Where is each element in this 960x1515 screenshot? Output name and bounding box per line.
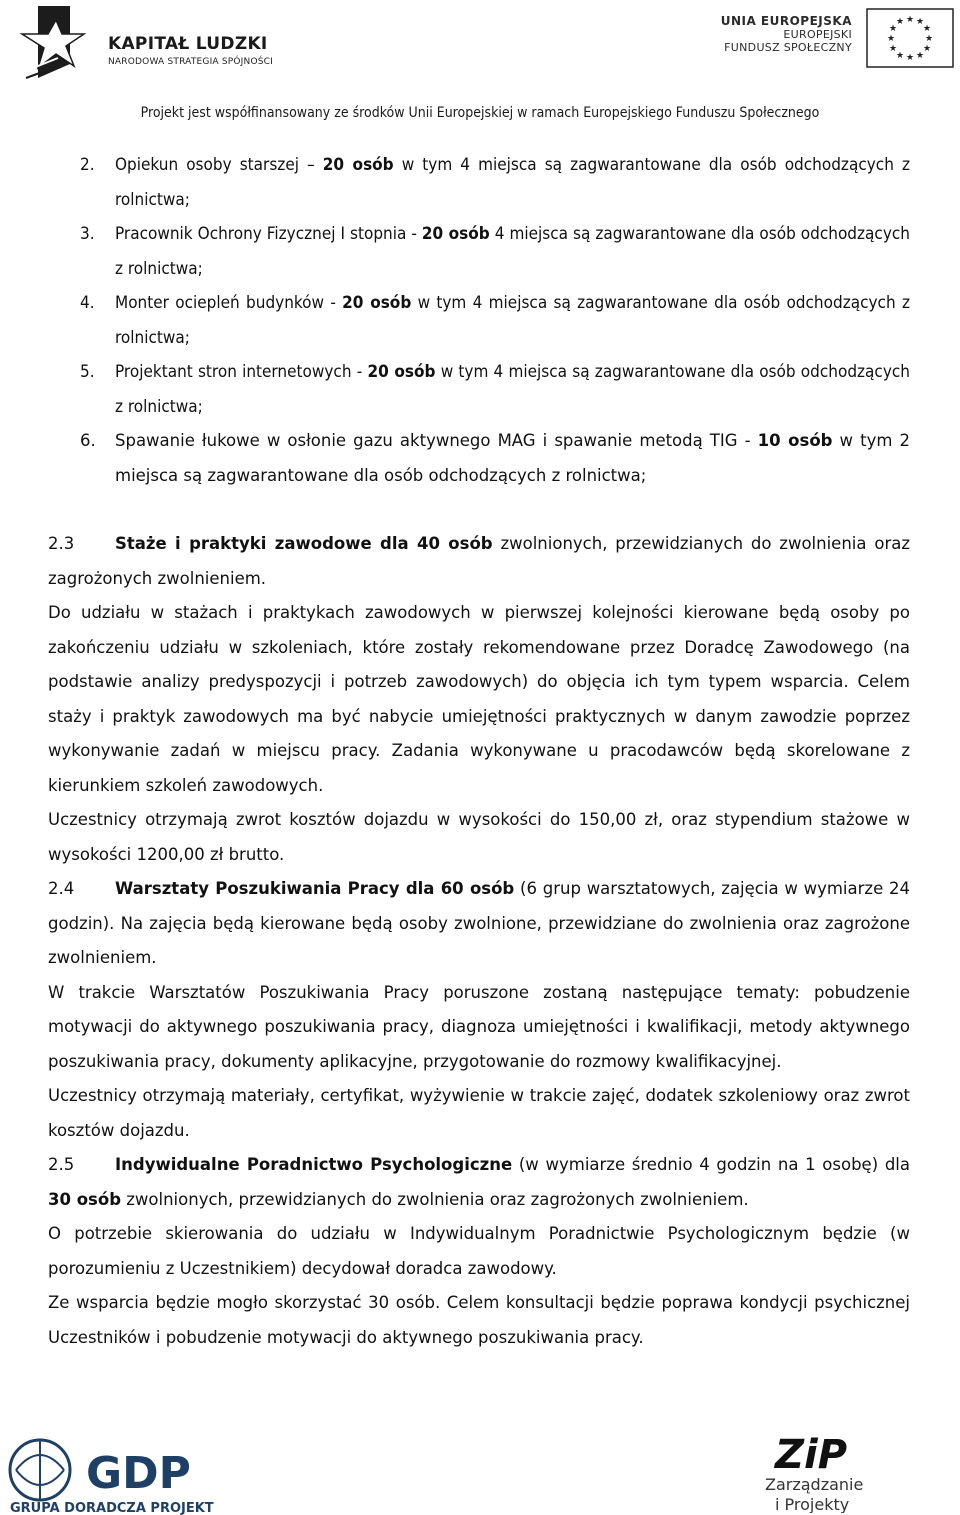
paragraph: Uczestnicy otrzymają zwrot kosztów dojazdu w wysokości do 150,00 zł, oraz stypendium stażowe w wysokości 1200,00 zł brutto. bbox=[48, 810, 910, 864]
list-number: 3. bbox=[80, 224, 95, 244]
list-item: 4. Monter ociepleń budynków - 20 osób w tym 4 miejsca są zagwarantowane dla osób odchodzących z rolnictwa; bbox=[48, 286, 910, 355]
list-item: 2. Opiekun osoby starszej – 20 osób w tym 4 miejsca są zagwarantowane dla osób odchodzących z rolnictwa; bbox=[48, 148, 910, 217]
list-number: 5. bbox=[80, 362, 95, 382]
eu-line-2: EUROPEJSKI bbox=[783, 28, 852, 41]
gdp-emblem-icon bbox=[10, 1440, 70, 1500]
section-2-3-heading: 2.3 Staże i praktyki zawodowe dla 40 osób zwolnionych, przewidzianych do zwolnienia oraz zagrożonych zwolnieniem. bbox=[48, 527, 910, 596]
paragraph: Ze wsparcia będzie mogło skorzystać 30 osób. Celem konsultacji będzie poprawa kondycji psychicznej Uczestników i pobudzenie motywacji do aktywnego poszukiwania pracy. bbox=[48, 1293, 910, 1347]
svg-text:★: ★ bbox=[922, 44, 932, 54]
list-item: 3. Pracownik Ochrony Fizycznej I stopnia - 20 osób 4 miejsca są zagwarantowane dla osób odchodzących z rolnictwa; bbox=[48, 217, 910, 286]
kapital-ludzki-subtitle: NARODOWA STRATEGIA SPÓJNOŚCI bbox=[108, 57, 273, 67]
svg-text:★: ★ bbox=[915, 17, 925, 27]
list-number: 2. bbox=[80, 155, 95, 175]
gdp-logo-text: GDP bbox=[86, 1448, 191, 1499]
svg-text:★: ★ bbox=[895, 51, 905, 61]
eu-text-block bbox=[721, 14, 852, 54]
svg-text:★: ★ bbox=[888, 24, 898, 34]
svg-text:★: ★ bbox=[915, 51, 925, 61]
zip-logo-text: ZiP bbox=[775, 1432, 848, 1478]
zip-logo-subtext-2: i Projekty bbox=[775, 1495, 850, 1513]
eu-line-1: UNIA EUROPEJSKA bbox=[720, 14, 852, 28]
kapital-ludzki-title: KAPITAŁ LUDZKI bbox=[108, 34, 268, 54]
kapital-ludzki-logo bbox=[18, 4, 278, 82]
eu-flag-icon bbox=[866, 8, 954, 68]
section-number: 2.3 bbox=[48, 534, 75, 553]
list-item: 5. Projektant stron internetowych - 20 osób w tym 4 miejsca są zagwarantowane dla osób odchodzących z rolnictwa; bbox=[48, 355, 910, 424]
document-body bbox=[48, 148, 910, 1355]
eu-line-3: FUNDUSZ SPOŁECZNY bbox=[724, 41, 852, 54]
cofinancing-note: Projekt jest współfinansowany ze środków Unii Europejskiej w ramach Europejskiego Funduszu Społecznego bbox=[140, 105, 820, 121]
paragraph: W trakcie Warsztatów Poszukiwania Pracy poruszone zostaną następujące tematy: pobudzenie motywacji do aktywnego poszukiwania pracy, diagnoza umiejętności i kwalifikacji, metody aktywnego poszukiwania pracy, dokumenty aplikacyjne, przygotowanie do rozmowy kwalifikacyjnej. bbox=[48, 982, 910, 1071]
gdp-logo bbox=[6, 1430, 216, 1515]
paragraph: Uczestnicy otrzymają materiały, certyfikat, wyżywienie w trakcie zajęć, dodatek szkoleniowy oraz zwrot kosztów dojazdu. bbox=[48, 1086, 910, 1140]
svg-text:★: ★ bbox=[905, 15, 915, 25]
svg-text:★: ★ bbox=[886, 34, 896, 44]
section-2-5-heading: 2.5 Indywidualne Poradnictwo Psychologiczne (w wymiarze średnio 4 godzin na 1 osobę) dla 30 osób zwolnionych, przewidzianych do zwolnienia oraz zagrożonych zwolnieniem. bbox=[48, 1148, 910, 1217]
zip-logo bbox=[755, 1428, 920, 1513]
kapital-ludzki-emblem-icon bbox=[18, 4, 88, 82]
list-number: 4. bbox=[80, 293, 95, 313]
paragraph: O potrzebie skierowania do udziału w Indywidualnym Poradnictwie Psychologicznym będzie (w porozumieniu z Uczestnikiem) decydował doradca zawodowy. bbox=[48, 1224, 910, 1278]
section-number: 2.4 bbox=[48, 879, 75, 898]
zip-logo-subtext-1: Zarządzanie bbox=[765, 1475, 864, 1494]
svg-text:★: ★ bbox=[922, 24, 932, 34]
section-number: 2.5 bbox=[48, 1155, 75, 1174]
svg-text:★: ★ bbox=[905, 53, 915, 63]
paragraph: Do udziału w stażach i praktykach zawodowych w pierwszej kolejności kierowane będą osoby po zakończeniu udziału w szkoleniach, które zostały rekomendowane przez Doradcę Zawodowego (na podstawie analizy predyspozycji i potrzeb zawodowych) do objęcia ich tym typem wsparcia. Celem staży i praktyk zawodowych ma być nabycie umiejętności praktycznych w danym zawodzie poprzez wykonywanie zadań w miejscu pracy. Zadania wykonywane u pracodawców będą skorelowane z kierunkiem szkoleń zawodowych. bbox=[48, 603, 910, 795]
section-2-4-heading: 2.4 Warsztaty Poszukiwania Pracy dla 60 osób (6 grup warsztatowych, zajęcia w wymiarze 24 godzin). Na zajęcia będą kierowane będą osoby zwolnione, przewidziane do zwolnienia oraz zagrożone zwolnieniem. bbox=[48, 872, 910, 976]
svg-text:★: ★ bbox=[924, 34, 934, 44]
svg-text:★: ★ bbox=[888, 44, 898, 54]
gdp-logo-subtext: GRUPA DORADCZA PROJEKT bbox=[10, 1501, 214, 1515]
list-number: 6. bbox=[80, 431, 96, 450]
svg-text:★: ★ bbox=[895, 17, 905, 27]
page-footer bbox=[0, 1420, 960, 1515]
list-item: 6. Spawanie łukowe w osłonie gazu aktywnego MAG i spawanie metodą TIG - 10 osób w tym 2 miejsca są zagwarantowane dla osób odchodzących z rolnictwa; bbox=[48, 424, 910, 493]
page-header bbox=[0, 0, 960, 130]
spacer bbox=[48, 493, 910, 527]
